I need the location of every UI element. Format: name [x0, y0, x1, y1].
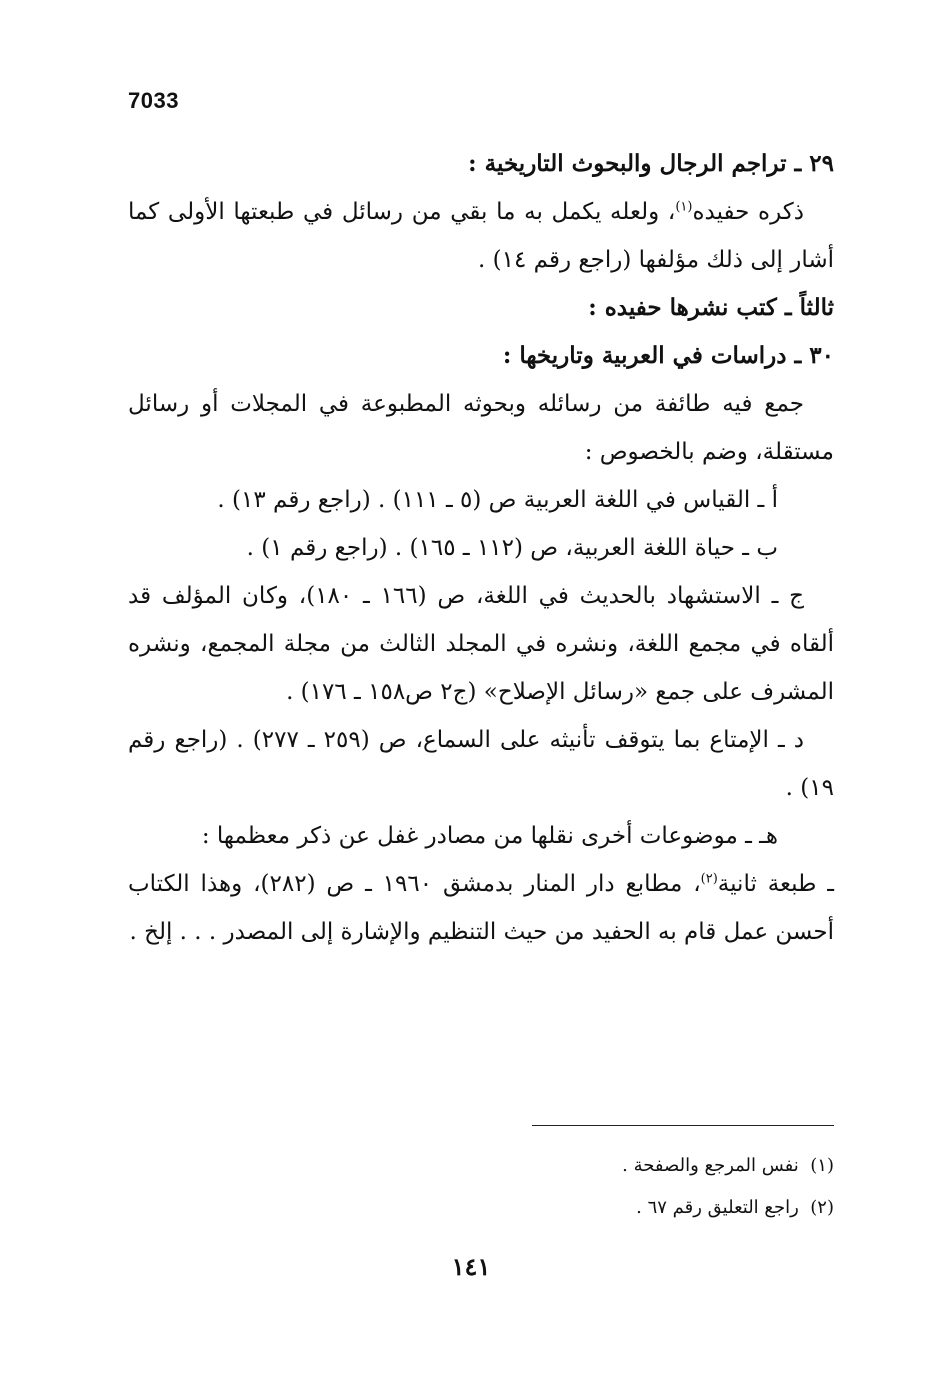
- footnote-2-number: (٢): [810, 1197, 834, 1218]
- footnote-ref-1: (١): [675, 199, 693, 215]
- list-item-b: ب ـ حياة اللغة العربية، ص (١١٢ ـ ١٦٥) . (راجع رقم ١) .: [246, 535, 778, 561]
- list-item-h: هـ ـ موضوعات أخرى نقلها من مصادر غفل عن ذكر معظمها :: [201, 823, 778, 849]
- section-29-text-end: ، ولعله يكمل به ما بقي من رسائل في طبعتها الأولى كما أشار إلى ذلك مؤلفها (راجع رقم ١٤) .: [128, 199, 834, 273]
- list-item-d: د ـ الإمتاع بما يتوقف تأنيثه على السماع، ص (٢٥٩ ـ ٢٧٧) . (راجع رقم ١٩) .: [128, 727, 834, 801]
- section-29-heading: ٢٩ ـ تراجم الرجال والبحوث التاريخية :: [468, 150, 834, 177]
- page-body: [128, 140, 834, 956]
- list-item-c: ج ـ الاستشهاد بالحديث في اللغة، ص (١٦٦ ـ ١٨٠)، وكان المؤلف قد ألقاه في مجمع اللغة، ونشره في المجلد الثالث من مجلة المجمع، ونشره المشرف على جمع «رسائل الإصلاح» (ج٢ ص١٥٨ ـ ١٧٦) .: [128, 583, 834, 705]
- list-item-a: أ ـ القياس في اللغة العربية ص (٥ ـ ١١١) . (راجع رقم ١٣) .: [217, 487, 778, 513]
- section-29-text-start: ذكره حفيده: [692, 199, 804, 225]
- footnote-2-text: راجع التعليق رقم ٦٧ .: [636, 1197, 799, 1218]
- document-id: 7033: [128, 88, 179, 113]
- edition-text-end: ، مطابع دار المنار بدمشق ١٩٦٠ ـ ص (٢٨٢)، وهذا الكتاب أحسن عمل قام به الحفيد من حيث التنظيم والإشارة إلى المصدر . . . إلخ .: [128, 871, 834, 945]
- edition-text-start: ـ طبعة ثانية: [717, 871, 834, 897]
- page-number: ١٤١: [451, 1252, 491, 1281]
- footnote-1-text: نفس المرجع والصفحة .: [622, 1155, 799, 1176]
- footnote-separator: [532, 1125, 834, 1126]
- footnote-2: [128, 1187, 834, 1229]
- footnote-1-number: (١): [810, 1155, 834, 1176]
- section-30-paragraph: جمع فيه طائفة من رسائله وبحوثه المطبوعة في المجلات أو رسائل مستقلة، وضم بالخصوص :: [128, 391, 834, 465]
- section-30-heading: ٣٠ ـ دراسات في العربية وتاريخها :: [502, 342, 834, 369]
- footnote-ref-2: (٢): [700, 871, 718, 887]
- footnote-1: [128, 1145, 834, 1187]
- footnotes: [128, 1145, 834, 1229]
- part-three-heading: ثالثاً ـ كتب نشرها حفيده :: [588, 294, 834, 321]
- edition-paragraph: [128, 860, 834, 956]
- section-29-paragraph: [128, 188, 834, 284]
